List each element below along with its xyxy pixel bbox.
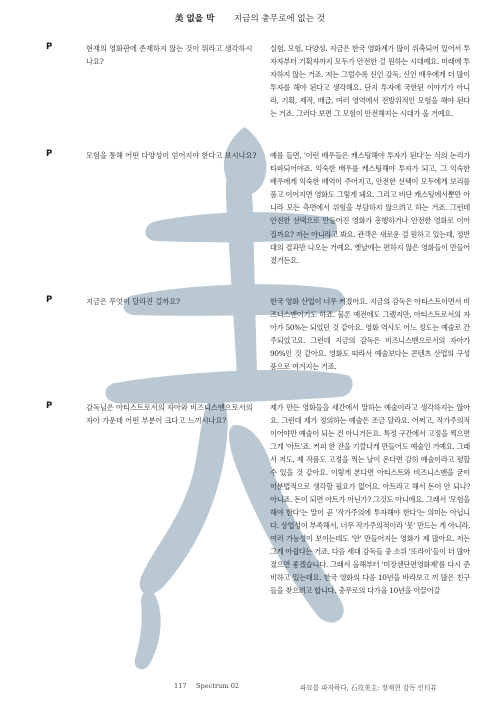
question-text: 지금은 무엇이 달라진 걸까요? <box>86 297 181 306</box>
article-credit: 파묘를 파자하다, 石攻美主: 장재현 감독 인터뷰 <box>300 684 437 692</box>
page-header <box>0 12 500 24</box>
question-marker: P <box>46 42 53 52</box>
header-title: 지금의 충무로에 없는 것 <box>233 14 326 24</box>
answer-text: 제가 만든 영화들을 세간에서 말하는 예술이라고 생각하지는 않아요. 그런데 제가 정의하는 예술은 조금 달라요. 어쩌고, 작가주의적이어야만 예술이 되는 건 아니거든요. 특정 구간에서 고정을 찍으면 그게 '아트'죠. 커피 한 잔을 기깔나게 만들어도 예술인 거예요. 그래서 저도, 제 작품도 고정을 찍는 날이 온다면 감히 예술이라고 평할 수 있을 것 같아요. 이렇게 본다면 아티스트와 비즈니스맨을 굳이 이분법적으로 생각할 필요가 없어요. 아트라고 해서 돈이 안 되나? 아니죠. 돈이 되면 아트가 아닌가? 그것도 아니에요. 그래서 '모험을 해야 한다'는 말이 곧 '작가주의에 투자해야 한다'는 의미는 아닙니다. 상업성이 부족해서, 너무 작가주의적이라 '못' 만드는 게 아니라, 여러 가능성이 보이는데도 '안' 만들어지는 영화가 제 많아요. 저는 그게 아쉽다는 거죠. 다음 세대 감독들 중 소위 '또라이'들이 더 많아졌으면 좋겠습니다. 그래서 올해부터 '미장센단편영화제'를 다시 준비하고 있는데요. 한국 영화의 다음 10년을 바라보고 끼 많은 친구들을 찾으려고 합니다. 충무로의 다가올 10년을 이끌어갈 <box>270 403 470 596</box>
magazine-name: Spectrum 02 <box>196 682 240 690</box>
question-text: 감독님은 아티스트로서의 자아와 비즈니스맨으로서의 자아 가운데 어떤 부분이 크다고 느끼시나요? <box>86 403 253 426</box>
answer-text: 한국 영화 산업이 너무 커졌어요. 지금의 감독은 아티스트이면서 비즈니스맨이기도 하죠. 물론 예전에도 그랬지만, 아티스트로서의 자아가 50%는 되었던 것 같아요. 영화 역사도 어느 정도는 예술로 간주되었고요. 그런데 지금의 감독은 비즈니스맨으로서의 자아가 90%인 것 같아요. 영화도 따라서 예술보다는 콘텐츠 산업의 구성품으로 여겨지는 거죠. <box>270 297 470 372</box>
question-marker: P <box>46 401 53 411</box>
page-number: 117 <box>174 682 187 690</box>
question-marker: P <box>46 295 53 305</box>
answer-text: 예를 들면, '이런 배우들은 캐스팅해야 투자가 된다'는 식의 논리가 타파되어야죠. 익숙한 배우를 캐스팅해야 투자가 되고, 그 익숙한 배우에게 익숙한 배역이 주어지고, 안전한 선택이 모두에게 보리를 풀고 이어지면 영화도 그렇게 돼요. 그리고 비단 캐스팅에서뿐만 아니라 모든 측면에서 위험을 부담하지 않으려고 하는 거죠. 그런데 안전한 선택으로 만들어진 영화가 흥행하거나 안전한 영화로 이어질까요? 저는 아니라고 봐요. 관객은 새로운 걸 원하고 있는데, 정반대의 결과만 나오는 거예요. 옛날에는 편하지 않은 영화들이 만들어졌거든요. <box>270 151 471 265</box>
answer-text: 실험, 모험, 다양성. 지금은 한국 영화계가 많이 위축되어 있어서 투자자부터 기획자까지 모두가 안전한 걸 원하는 시대예요. 미래에 투자하지 않는 거죠. 저는 그럴수록 신인 감독, 신인 배우에게 더 많이 투자를 해야 된다고 생각해요. 단지 투자에 국한된 이야기가 아니라, 기획, 제작, 배급, 여러 영역에서 전방위적인 모험을 해야 된다는 거죠. 그러다 보면 그 모험이 안전해지는 시대가 올 거예요. <box>270 44 470 119</box>
question-text: 모험을 통해 어떤 다양성이 얻어지야 한다고 보시나요? <box>86 151 257 160</box>
question-text: 현재의 영화판에 존재하지 않는 것이 뭐라고 생각하시나요? <box>86 44 253 67</box>
header-keyword: 美 없을 막 <box>174 14 215 24</box>
question-marker: P <box>46 149 53 159</box>
